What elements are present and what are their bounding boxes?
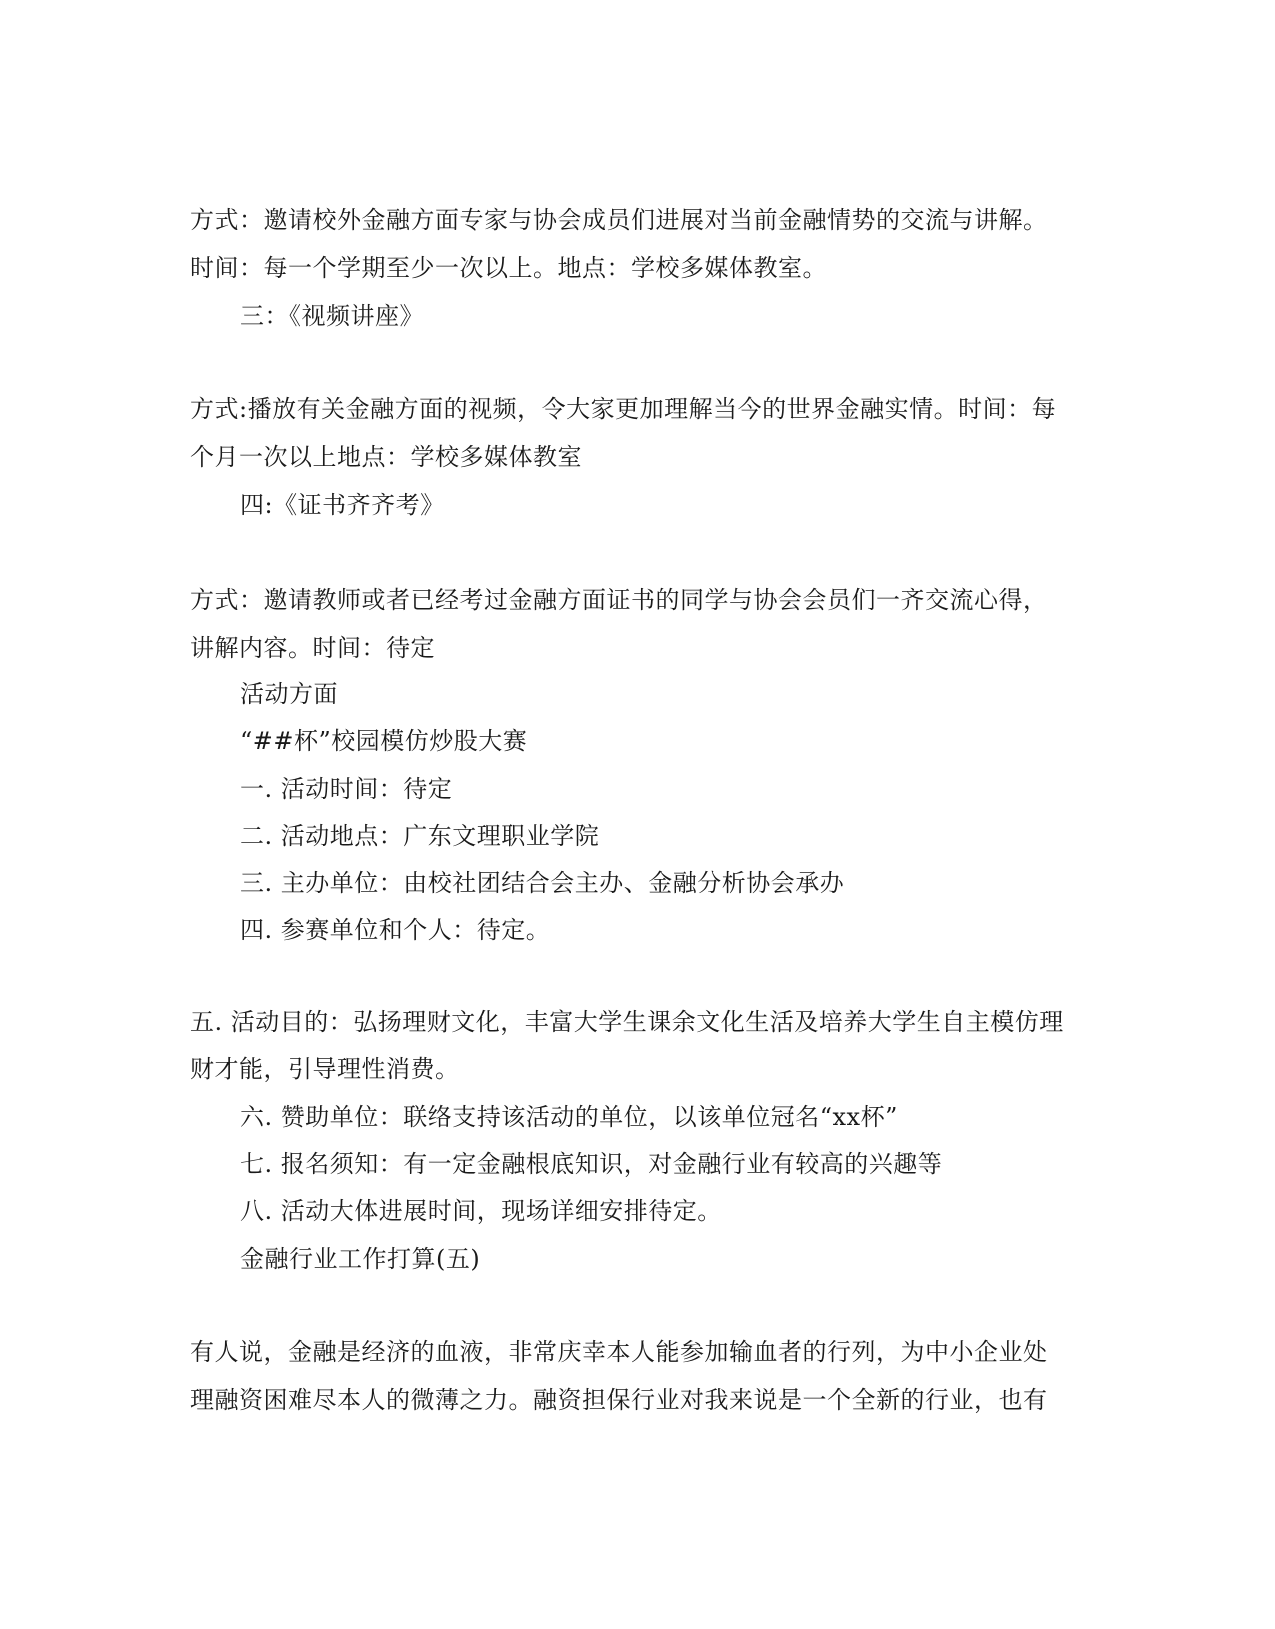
event-title: “##杯”校园模仿炒股大赛 (240, 727, 528, 755)
body-line: 讲解内容。时间：待定 (190, 634, 435, 662)
list-item: 四. 参赛单位和个人：待定。 (240, 916, 551, 944)
body-line: 理融资困难尽本人的微薄之力。融资担保行业对我来说是一个全新的行业，也有 (190, 1386, 1048, 1414)
body-line: 方式:播放有关金融方面的视频，令大家更加理解当今的世界金融实情。时间：每 (190, 395, 1057, 423)
body-line: 财才能，引导理性消费。 (190, 1055, 460, 1083)
list-item: 六. 赞助单位：联络支持该活动的单位，以该单位冠名“xx杯” (240, 1103, 898, 1131)
list-item: 七. 报名须知：有一定金融根底知识，对金融行业有较高的兴趣等 (240, 1150, 943, 1178)
section-heading: 活动方面 (240, 680, 338, 708)
body-line: 时间：每一个学期至少一次以上。地点：学校多媒体教室。 (190, 254, 827, 282)
body-line: 有人说，金融是经济的血液，非常庆幸本人能参加输血者的行列，为中小企业处 (190, 1338, 1048, 1366)
section-heading: 金融行业工作打算(五) (240, 1245, 481, 1273)
body-line: 方式：邀请教师或者已经考过金融方面证书的同学与协会会员们一齐交流心得， (190, 586, 1048, 614)
body-line: 方式：邀请校外金融方面专家与协会成员们进展对当前金融情势的交流与讲解。 (190, 206, 1048, 234)
list-item: 一. 活动时间：待定 (240, 775, 453, 803)
list-item: 八. 活动大体进展时间，现场详细安排待定。 (240, 1197, 722, 1225)
section-heading: 四:《证书齐齐考》 (240, 491, 445, 519)
list-item: 二. 活动地点：广东文理职业学院 (240, 822, 600, 850)
body-line: 个月一次以上地点：学校多媒体教室 (190, 443, 582, 471)
section-heading: 三：《视频讲座》 (240, 302, 424, 330)
list-item: 三. 主办单位：由校社团结合会主办、金融分析协会承办 (240, 869, 845, 897)
list-item: 五. 活动目的：弘扬理财文化，丰富大学生课余文化生活及培养大学生自主模仿理 (190, 1008, 1064, 1036)
